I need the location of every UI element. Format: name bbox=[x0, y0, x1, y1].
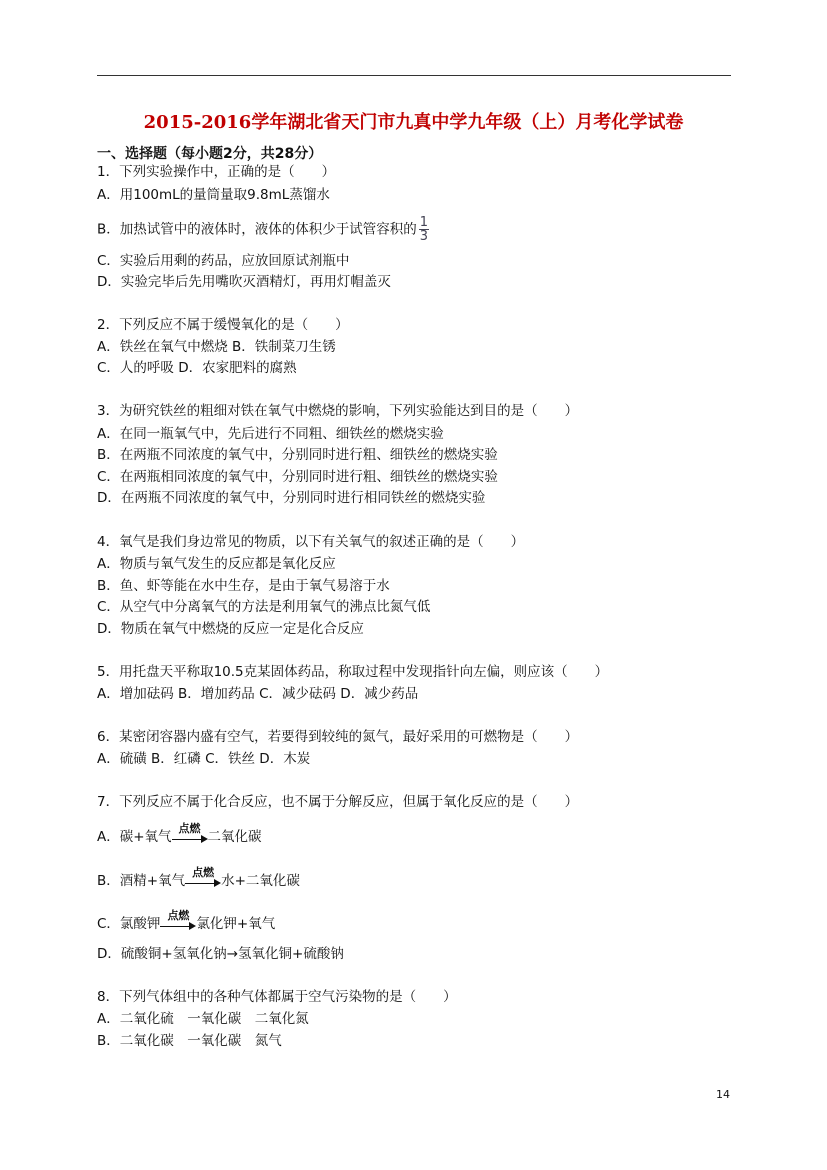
q1-option-b-text: B．加热试管中的液体时，液体的体积少于试管容积的 bbox=[97, 221, 417, 238]
q6-options: A．硫磺 B．红磷 C．铁丝 D．木炭 bbox=[97, 751, 311, 767]
q8-option-b: B．二氧化碳 一氧化碳 氮气 bbox=[97, 1033, 282, 1049]
reaction-condition: 点燃 bbox=[167, 909, 190, 922]
q3-option-c: C．在两瓶相同浓度的氧气中，分别同时进行粗、细铁丝的燃烧实验 bbox=[97, 469, 498, 485]
q4-option-a: A．物质与氧气发生的反应都是氧化反应 bbox=[97, 556, 336, 572]
q5-stem: 5．用托盘天平称取10.5克某固体药品，称取过程中发现指针向左偏，则应该（ ） bbox=[97, 664, 609, 680]
q7-option-c bbox=[97, 909, 276, 933]
reaction-arrow-icon bbox=[185, 866, 221, 890]
q7-b-products: 水+二氧化碳 bbox=[221, 873, 300, 889]
q7-option-a bbox=[97, 822, 262, 846]
q1-option-c: C．实验后用剩的药品，应放回原试剂瓶中 bbox=[97, 253, 350, 269]
reaction-arrow-icon bbox=[160, 909, 196, 933]
q3-option-a: A．在同一瓶氧气中，先后进行不同粗、细铁丝的燃烧实验 bbox=[97, 426, 444, 442]
q7-c-products: 氯化钾+氧气 bbox=[196, 916, 276, 932]
q7-a-products: 二氧化碳 bbox=[207, 829, 262, 845]
q4-option-d: D．物质在氧气中燃烧的反应一定是化合反应 bbox=[97, 621, 364, 637]
q7-a-reactants: A．碳+氧气 bbox=[97, 829, 172, 845]
fraction-one-third bbox=[419, 216, 429, 243]
q7-b-reactants: B．酒精+氧气 bbox=[97, 873, 186, 889]
reaction-arrow-icon bbox=[172, 822, 208, 846]
q8-option-a: A．二氧化硫 一氧化碳 二氧化氮 bbox=[97, 1011, 309, 1027]
q1-option-a: A．用100mL的量筒量取9.8mL蒸馏水 bbox=[97, 187, 330, 203]
q2-options-ab: A．铁丝在氧气中燃烧 B．铁制菜刀生锈 bbox=[97, 339, 336, 355]
header-rule bbox=[97, 75, 731, 76]
q6-stem: 6．某密闭容器内盛有空气，若要得到较纯的氮气，最好采用的可燃物是（ ） bbox=[97, 729, 579, 745]
q1-stem: 1．下列实验操作中，正确的是（ ） bbox=[97, 164, 336, 180]
q1-option-d: D．实验完毕后先用嘴吹灭酒精灯，再用灯帽盖灭 bbox=[97, 274, 391, 290]
q7-option-b bbox=[97, 866, 300, 890]
q5-options: A．增加砝码 B．增加药品 C．减少砝码 D．减少药品 bbox=[97, 686, 419, 702]
exam-title: 2015-2016学年湖北省天门市九真中学九年级（上）月考化学试卷 bbox=[143, 112, 684, 133]
q2-options-cd: C．人的呼吸 D．农家肥料的腐熟 bbox=[97, 360, 297, 376]
page-number: 14 bbox=[716, 1088, 730, 1101]
q7-stem: 7．下列反应不属于化合反应，也不属于分解反应，但属于氧化反应的是（ ） bbox=[97, 794, 579, 810]
reaction-condition: 点燃 bbox=[178, 822, 201, 835]
q4-stem: 4．氧气是我们身边常见的物质，以下有关氧气的叙述正确的是（ ） bbox=[97, 534, 525, 550]
q7-c-reactants: C．氯酸钾 bbox=[97, 916, 161, 932]
section-heading: 一、选择题（每小题2分，共28分） bbox=[97, 146, 323, 162]
q8-stem: 8．下列气体组中的各种气体都属于空气污染物的是（ ） bbox=[97, 989, 457, 1005]
q7-option-d: D．硫酸铜+氢氧化钠→氢氧化铜+硫酸钠 bbox=[97, 946, 344, 962]
fraction-numerator: 1 bbox=[419, 215, 429, 230]
q4-option-c: C．从空气中分离氧气的方法是利用氧气的沸点比氮气低 bbox=[97, 599, 431, 615]
q4-option-b: B．鱼、虾等能在水中生存，是由于氧气易溶于水 bbox=[97, 578, 390, 594]
q1-option-b bbox=[97, 216, 429, 243]
reaction-condition: 点燃 bbox=[192, 866, 215, 879]
q3-option-d: D．在两瓶不同浓度的氧气中，分别同时进行相同铁丝的燃烧实验 bbox=[97, 490, 486, 506]
q2-stem: 2．下列反应不属于缓慢氧化的是（ ） bbox=[97, 317, 349, 333]
fraction-denominator: 3 bbox=[419, 229, 429, 244]
q3-option-b: B．在两瓶不同浓度的氧气中，分别同时进行粗、细铁丝的燃烧实验 bbox=[97, 447, 498, 463]
q3-stem: 3．为研究铁丝的粗细对铁在氧气中燃烧的影响，下列实验能达到目的是（ ） bbox=[97, 403, 579, 419]
